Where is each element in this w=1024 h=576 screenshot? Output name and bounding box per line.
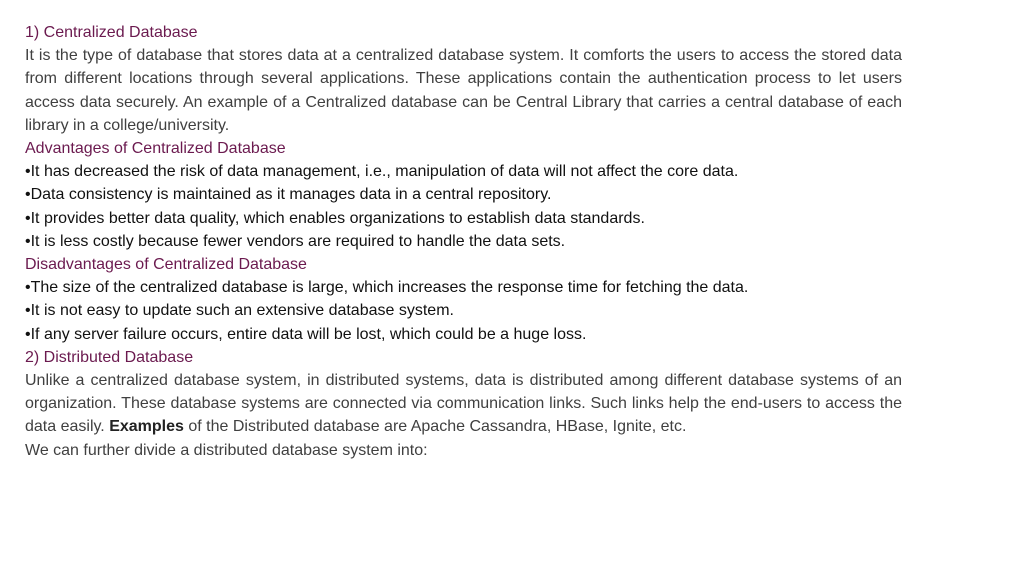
- centralized-database-description: It is the type of database that stores data at a centralized database system. It comforts the users to access the stored data from different locations through several applications. These applications contain the authentication process to let users access data securely. An example of a Centralized database can be Central Library that carries a central database of each library in a college/university.: [25, 47, 902, 134]
- distributed-text-part2: of the Distributed database are Apache Cassandra, HBase, Ignite, etc.: [183, 418, 687, 436]
- disadvantages-heading: Disadvantages of Centralized Database: [25, 256, 307, 274]
- distributed-text-part1: Unlike a centralized database system, in distributed systems, data is distributed among different database systems of an organization. These database systems are connected via communication links. Such links help the end-users to access the data easily.: [25, 372, 902, 436]
- disadvantage-item: •The size of the centralized database is large, which increases the response time for fetching the data.: [25, 279, 749, 297]
- disadvantage-item: •It is not easy to update such an extensive database system.: [25, 302, 454, 320]
- advantage-item: •It is less costly because fewer vendors are required to handle the data sets.: [25, 232, 566, 250]
- advantages-heading: Advantages of Centralized Database: [25, 140, 286, 158]
- distributed-database-heading: 2) Distributed Database: [25, 348, 194, 366]
- advantage-item: •Data consistency is maintained as it manages data in a central repository.: [25, 186, 552, 204]
- centralized-database-heading: 1) Centralized Database: [25, 24, 198, 41]
- distributed-database-description: [25, 369, 902, 439]
- advantage-item: •It has decreased the risk of data management, i.e., manipulation of data will not affect the core data.: [25, 163, 739, 181]
- advantage-item: •It provides better data quality, which enables organizations to establish data standards.: [25, 209, 645, 227]
- closing-sentence: We can further divide a distributed database system into:: [25, 441, 428, 459]
- examples-bold-text: Examples: [109, 418, 184, 436]
- disadvantage-item: •If any server failure occurs, entire data will be lost, which could be a huge loss.: [25, 325, 587, 343]
